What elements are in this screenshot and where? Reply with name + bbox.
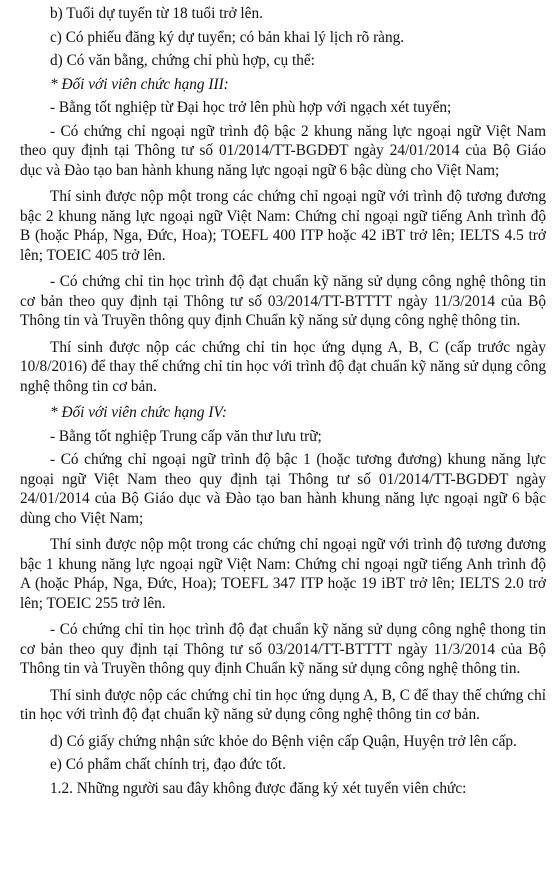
paragraph-grade-iii-it-equivalents: Thí sinh được nộp các chứng chỉ tin học ứng dụng A, B, C (cấp trước ngày 10/8/2016) để thay thế chứng chỉ tin học với trình độ đạt chuẩn kỹ năng sử dụng công nghệ thông tin cơ bản.: [20, 338, 546, 395]
heading-grade-iii: * Đối với viên chức hạng III:: [50, 75, 229, 93]
paragraph-health-certificate: d) Có giấy chứng nhận sức khỏe do Bệnh viện cấp Quận, Huyện trở lên cấp.: [50, 732, 517, 750]
paragraph-section-1-2: 1.2. Những người sau đây không được đăng ký xét tuyển viên chức:: [50, 779, 467, 797]
paragraph-grade-iv-it: - Có chứng chỉ tin học trình độ đạt chuẩn kỹ năng sử dụng công nghệ thong tin cơ bản theo quy định tại Thông tư số 03/2014/TT-BTTTT ngày 11/3/2014 của Bộ Thông tin và Truyền thông quy định Chuẩn kỹ năng sử dụng công nghệ thông tin.: [20, 621, 546, 677]
paragraph-political-quality: e) Có phẩm chất chính trị, đạo đức tốt.: [50, 756, 286, 773]
paragraph-grade-iii-degree: - Bằng tốt nghiệp từ Đại học trở lên phù hợp với ngạch xét tuyển;: [50, 99, 452, 116]
paragraph-grade-iii-language-equivalents: Thí sinh được nộp một trong các chứng chỉ ngoại ngữ với trình độ tương đương bậc 2 khung năng lực ngoại ngữ Việt Nam: Chứng chỉ ngoại ngữ tiếng Anh trình độ B (hoặc Pháp, Nga, Đức, Hoa); TOEFL 400 ITP hoặc 42 iBT trở lên; IELTS 4.5 trở lên; TOEIC 405 trở lên.: [20, 188, 546, 264]
paragraph-grade-iv-language: - Có chứng chỉ ngoại ngữ trình độ bậc 1 (hoặc tương đương) khung năng lực ngoại ngữ Việt Nam theo quy định tại Thông tư số 01/2014/TT-BGDĐT ngày 24/01/2014 của Bộ Giáo dục và Đào tạo ban hành khung năng lực ngoại ngữ 6 bậc dùng cho Việt Nam;: [20, 451, 546, 527]
paragraph-grade-iv-it-equivalents: Thí sinh được nộp các chứng chỉ tin học ứng dụng A, B, C để thay thế chứng chỉ tin học với trình độ đạt chuẩn kỹ năng sử dụng công nghệ thông tin cơ bản.: [20, 686, 546, 723]
paragraph-degrees: d) Có văn bằng, chứng chỉ phù hợp, cụ thể:: [50, 52, 315, 69]
heading-grade-iv: * Đối với viên chức hạng IV:: [50, 404, 227, 421]
paragraph-grade-iii-it: - Có chứng chỉ tin học trình độ đạt chuẩn kỹ năng sử dụng công nghệ thông tin cơ bản theo quy định tại Thông tư số 03/2014/TT-BTTTT ngày 11/3/2014 của Bộ Thông tin và Truyền thông quy định Chuẩn kỹ năng sử dụng công nghệ thông tin.: [20, 273, 546, 329]
paragraph-grade-iv-degree: - Bằng tốt nghiệp Trung cấp văn thư lưu trữ;: [50, 427, 322, 445]
paragraph-application-form: c) Có phiếu đăng ký dự tuyển; có bản khai lý lịch rõ ràng.: [50, 28, 405, 46]
paragraph-grade-iv-language-equivalents: Thí sinh được nộp một trong các chứng chỉ ngoại ngữ với trình độ tương đương bậc 1 khung năng lực ngoại ngữ Việt Nam: Chứng chỉ ngoại ngữ tiếng Anh trình độ A (hoặc Pháp, Nga, Đức, Hoa); TOEFL 347 ITP hoặc 19 iBT trở lên; IELTS 2.0 trở lên; TOEIC 255 trở lên.: [20, 536, 546, 612]
paragraph-grade-iii-language: - Có chứng chỉ ngoại ngữ trình độ bậc 2 khung năng lực ngoại ngữ Việt Nam theo quy định tại Thông tư số 01/2014/TT-BGDĐT ngày 24/01/2014 của Bộ Giáo dục và Đào tạo ban hành khung năng lực ngoại ngữ 6 bậc dùng cho Việt Nam;: [20, 122, 546, 179]
paragraph-age: b) Tuổi dự tuyển từ 18 tuổi trở lên.: [50, 5, 263, 22]
